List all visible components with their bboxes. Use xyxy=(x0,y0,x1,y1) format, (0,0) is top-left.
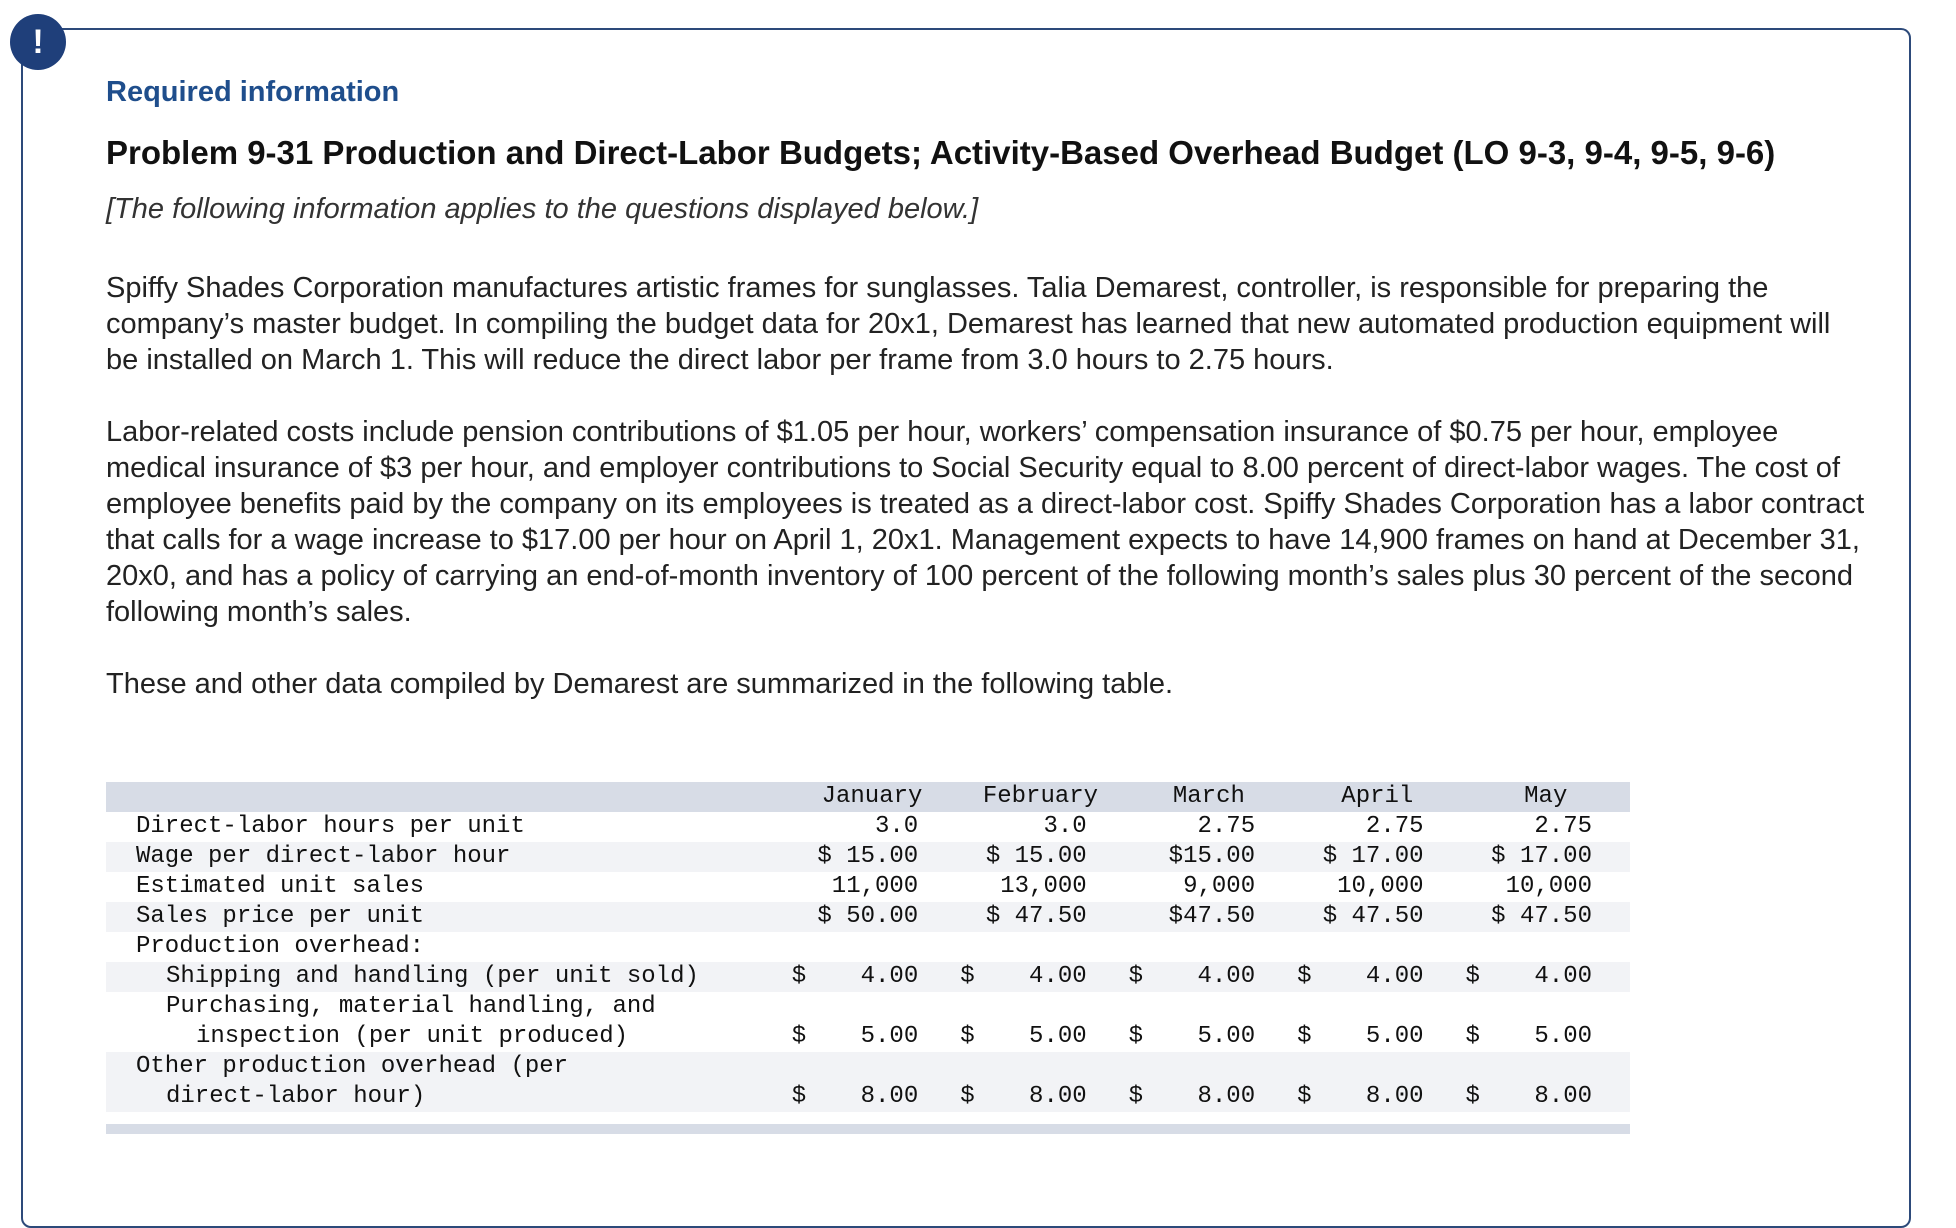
budget-data-table xyxy=(106,782,1630,1112)
amount: 5.00 xyxy=(1365,1023,1424,1050)
table-cell xyxy=(1462,962,1630,992)
table-cell: 3.0 xyxy=(875,813,919,840)
paragraph-3: These and other data compiled by Demarest are summarized in the following table. xyxy=(106,668,1174,700)
table-cell: $ 47.50 xyxy=(1322,903,1424,930)
amount: 8.00 xyxy=(1534,1083,1592,1110)
required-information-heading: Required information xyxy=(106,76,400,108)
amount: 8.00 xyxy=(1029,1083,1087,1110)
row-label: Sales price per unit xyxy=(136,903,425,930)
dollar-sign: $ xyxy=(791,963,807,990)
table-cell xyxy=(956,962,1124,992)
table-cell xyxy=(1125,1022,1293,1052)
table-row xyxy=(106,932,1630,962)
paragraph-2: Labor-related costs include pension contributions of $1.05 per hour, workers’ compensation insurance of $0.75 per hour, employee medical insurance of $3 per hour, and employer contributions to Social Security equal to 8.00 percent of direct-labor wages. The cost of employee benefits paid by the company on its employees is treated as a direct-labor cost. Spiffy Shades Corporation has a labor contract that calls for a wage increase to $17.00 per hour on April 1, 20x1. Management expects to have 14,900 frames on hand at December 31, 20x0, and has a policy of carrying an end-of-month inventory of 100 percent of the following month’s sales plus 30 percent of the second following month’s sales. xyxy=(106,416,1865,628)
amount: 8.00 xyxy=(1365,1083,1424,1110)
row-label: Shipping and handling (per unit sold) xyxy=(166,963,699,990)
row-label: inspection (per unit produced) xyxy=(196,1023,629,1050)
dollar-sign: $ xyxy=(960,1023,975,1050)
table-cell: 2.75 xyxy=(1197,813,1256,840)
column-header-april: April xyxy=(1341,783,1414,810)
amount: 5.00 xyxy=(1534,1023,1592,1050)
amount: 4.00 xyxy=(1365,963,1424,990)
amount: 4.00 xyxy=(1029,963,1087,990)
dollar-sign: $ xyxy=(1465,1083,1480,1110)
table-row xyxy=(106,1022,1630,1052)
table-cell: 9,000 xyxy=(1183,873,1256,900)
table-cell xyxy=(956,1082,1124,1112)
dollar-sign: $ xyxy=(1465,963,1480,990)
table-cell: $ 17.00 xyxy=(1491,843,1592,870)
table-cell: 2.75 xyxy=(1365,813,1424,840)
table-row xyxy=(106,842,1630,872)
table-row xyxy=(106,1052,1630,1082)
table-cell: 10,000 xyxy=(1337,873,1424,900)
table-row xyxy=(106,962,1630,992)
intro-note: [The following information applies to the questions displayed below.] xyxy=(106,193,979,225)
table-cell: $ 15.00 xyxy=(817,843,919,870)
dollar-sign: $ xyxy=(1128,1023,1144,1050)
table-cell: 11,000 xyxy=(831,873,919,900)
dollar-sign: $ xyxy=(960,1083,975,1110)
question-content xyxy=(106,76,1866,738)
dollar-sign: $ xyxy=(1297,1023,1312,1050)
amount: 8.00 xyxy=(1197,1083,1256,1110)
table-cell xyxy=(1462,1022,1630,1052)
amount: 4.00 xyxy=(1534,963,1592,990)
table-cell xyxy=(1462,1082,1630,1112)
amount: 4.00 xyxy=(1197,963,1256,990)
amount: 5.00 xyxy=(1029,1023,1087,1050)
row-label: direct-labor hour) xyxy=(166,1083,426,1110)
table-row xyxy=(106,902,1630,932)
dollar-sign: $ xyxy=(791,1023,807,1050)
row-label: Direct-labor hours per unit xyxy=(136,813,525,840)
table-bottom-rule xyxy=(106,1124,1630,1134)
table-cell xyxy=(788,1022,956,1052)
column-header-february: February xyxy=(982,783,1099,810)
table-row xyxy=(106,872,1630,902)
table-cell xyxy=(1293,1022,1461,1052)
budget-data-table-wrap xyxy=(106,782,1630,1134)
table-cell xyxy=(788,962,956,992)
table-row xyxy=(106,992,1630,1022)
dollar-sign: $ xyxy=(791,1083,807,1110)
row-label: Estimated unit sales xyxy=(136,873,425,900)
table-cell: $ 47.50 xyxy=(985,903,1087,930)
paragraph-1: Spiffy Shades Corporation manufactures artistic frames for sunglasses. Talia Demarest, controller, is responsible for preparing the company’s master budget. In compiling the budget data for 20x1, Demarest has learned that new automated production equipment will be installed on March 1. This will reduce the direct labor per frame from 3.0 hours to 2.75 hours. xyxy=(106,272,1831,376)
table-row xyxy=(106,812,1630,842)
table-cell: $15.00 xyxy=(1168,843,1256,870)
table-row xyxy=(106,1082,1630,1112)
amount: 8.00 xyxy=(860,1083,919,1110)
row-label: Other production overhead (per xyxy=(136,1053,569,1080)
table-cell: $ 50.00 xyxy=(817,903,919,930)
table-cell: $ 17.00 xyxy=(1322,843,1424,870)
row-label: Production overhead: xyxy=(136,933,425,960)
alert-icon: ! xyxy=(10,14,66,70)
table-cell xyxy=(956,1022,1124,1052)
table-cell xyxy=(1293,962,1461,992)
table-cell xyxy=(788,1082,956,1112)
table-header-row xyxy=(106,782,1630,812)
table-cell xyxy=(1125,1082,1293,1112)
row-label: Wage per direct-labor hour xyxy=(136,843,511,870)
table-cell: $ 47.50 xyxy=(1491,903,1592,930)
dollar-sign: $ xyxy=(1297,963,1312,990)
dollar-sign: $ xyxy=(960,963,975,990)
column-header-january: January xyxy=(821,783,923,810)
dollar-sign: $ xyxy=(1128,963,1144,990)
table-cell: 2.75 xyxy=(1534,813,1592,840)
table-cell xyxy=(1125,962,1293,992)
dollar-sign: $ xyxy=(1128,1083,1144,1110)
dollar-sign: $ xyxy=(1297,1083,1312,1110)
problem-title: Problem 9-31 Production and Direct-Labor Budgets; Activity-Based Overhead Budget (LO 9-3, 9-4, 9-5, 9-6) xyxy=(106,134,1776,171)
amount: 5.00 xyxy=(1197,1023,1256,1050)
dollar-sign: $ xyxy=(1465,1023,1480,1050)
column-header-label xyxy=(106,782,788,812)
table-cell: $47.50 xyxy=(1168,903,1256,930)
table-cell xyxy=(1293,1082,1461,1112)
amount: 4.00 xyxy=(860,963,919,990)
table-cell: 13,000 xyxy=(1000,873,1087,900)
row-label: Purchasing, material handling, and xyxy=(166,993,656,1020)
table-cell: $ 15.00 xyxy=(985,843,1087,870)
amount: 5.00 xyxy=(860,1023,919,1050)
column-header-march: March xyxy=(1172,783,1245,810)
table-cell: 10,000 xyxy=(1505,873,1592,900)
table-cell: 3.0 xyxy=(1043,813,1087,840)
column-header-may: May xyxy=(1524,783,1568,810)
